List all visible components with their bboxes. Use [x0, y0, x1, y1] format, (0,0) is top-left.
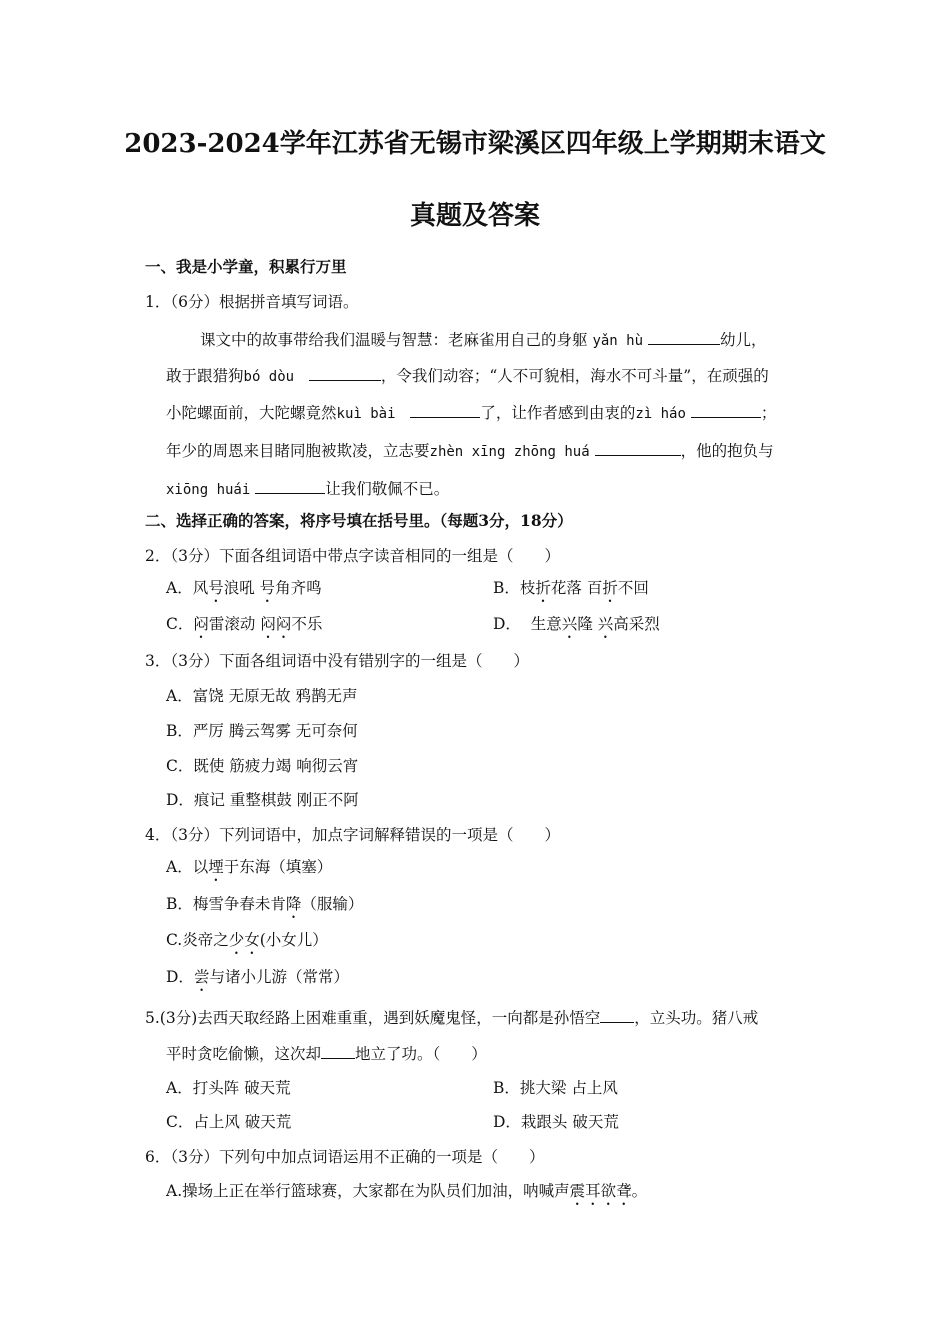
q2-option-d[interactable]: [493, 614, 660, 642]
answer-blank[interactable]: [255, 477, 325, 494]
emphasized-text: 堙: [208, 858, 224, 876]
q2-option-c[interactable]: [166, 614, 322, 642]
text: ；: [760, 404, 777, 422]
q2-option-b[interactable]: [493, 578, 649, 606]
q1-line4: [166, 439, 774, 462]
text: 敢于跟猎狗: [166, 367, 244, 385]
text-segment: 花落 百: [550, 579, 603, 597]
q2-option-a[interactable]: [166, 578, 322, 606]
text-segment: 5.(3分)去西天取经路上困难重重，遇到妖魔鬼怪，一向都是孙悟空: [145, 1009, 601, 1027]
text-segment: 不回: [617, 579, 649, 597]
emphasized-text: 震耳欲聋: [569, 1182, 632, 1200]
text-segment: C．: [166, 615, 194, 633]
text: 幼儿，: [719, 331, 767, 349]
text-segment: D． 生意: [493, 615, 562, 633]
emphasized-text: 号: [208, 579, 224, 597]
text-segment: B．梅雪争春未肯: [166, 895, 286, 913]
text-segment: D．: [166, 968, 194, 986]
text: 让我们敬佩不已。: [325, 480, 450, 498]
text-segment: 角齐鸣: [275, 579, 322, 597]
emphasized-text: 闷闷: [260, 615, 292, 633]
q2-stem: 2．（3分）下面各组词语中带点字读音相同的一组是（ ）: [145, 547, 560, 565]
text-segment: (小女儿）: [259, 931, 328, 949]
text-segment: 与诸小儿游（常常）: [209, 968, 349, 986]
pinyin: zì háo: [635, 406, 686, 422]
q4-stem: 4．（3分）下列词语中，加点字词解释错误的一项是（ ）: [145, 826, 560, 844]
text: 年少的周恩来目睹同胞被欺凌，立志要: [166, 442, 430, 460]
answer-blank[interactable]: [321, 1042, 355, 1059]
q3-option-a[interactable]: A．富饶 无原无故 鸦鹊无声: [166, 687, 358, 705]
text-segment: A．风: [166, 579, 209, 597]
text: 小陀螺面前，大陀螺竟然: [166, 404, 337, 422]
text-segment: C.炎帝之: [166, 931, 229, 949]
emphasized-text: 闷: [193, 615, 209, 633]
q1-line3: [166, 401, 776, 424]
text-segment: 浪吼: [223, 579, 260, 597]
answer-blank[interactable]: [600, 1006, 634, 1023]
q5-option-a[interactable]: A．打头阵 破天荒: [166, 1079, 291, 1097]
emphasized-text: 兴: [597, 615, 614, 633]
pinyin: yǎn hù: [592, 333, 644, 349]
text-segment: A．以: [166, 858, 209, 876]
text-segment: ，立头功。猪八戒: [634, 1009, 759, 1027]
q1-line2: [166, 364, 769, 387]
q6-option-a[interactable]: [166, 1181, 647, 1209]
q5-option-c[interactable]: C．占上风 破天荒: [166, 1113, 292, 1131]
text-segment: A.操场上正在举行篮球赛，大家都在为队员们加油，呐喊声: [166, 1182, 570, 1200]
q3-option-d[interactable]: D．痕记 重整棋鼓 刚正不阿: [166, 791, 359, 809]
answer-blank[interactable]: [648, 328, 720, 345]
q3-stem: 3．（3分）下面各组词语中没有错别字的一组是（ ）: [145, 652, 529, 670]
q5-option-d[interactable]: D．栽跟头 破天荒: [493, 1113, 619, 1131]
q4-option-c[interactable]: [166, 930, 328, 958]
emphasized-text: 降: [285, 895, 302, 913]
section2-heading: 二、选择正确的答案，将序号填在括号里。（每题3分，18分）: [145, 511, 573, 530]
q4-option-a[interactable]: [166, 857, 332, 885]
q1-line1: [200, 328, 766, 351]
emphasized-text: 折: [535, 579, 551, 597]
text-segment: 平时贪吃偷懒，这次却: [166, 1045, 322, 1063]
text: ，他的抱负与: [680, 442, 774, 460]
pinyin: zhèn xīng zhōng huá: [429, 444, 590, 460]
doc-title-line2: 真题及答案: [409, 201, 540, 231]
answer-blank[interactable]: [595, 439, 681, 456]
q1-stem: 1．（6分）根据拼音填写词语。: [145, 293, 359, 311]
q5-option-b[interactable]: B．挑大梁 占上风: [493, 1079, 618, 1097]
text-segment: 于东海（填塞）: [223, 858, 333, 876]
q5-stem-line1: [145, 1006, 758, 1028]
q5-stem-line2: [166, 1042, 487, 1064]
text-segment: 不乐: [291, 615, 323, 633]
emphasized-text: 兴: [561, 615, 578, 633]
pinyin: bó dòu: [243, 369, 295, 385]
q4-option-b[interactable]: [166, 894, 363, 922]
emphasized-text: 号: [259, 579, 276, 597]
answer-blank[interactable]: [691, 401, 761, 418]
q3-option-c[interactable]: C．既使 筋疲力竭 响彻云宵: [166, 757, 359, 775]
text: ，令我们动容；“人不可貌相，海水不可斗量”，在顽强的: [380, 367, 769, 385]
q1-line5: [166, 477, 449, 500]
pinyin: kuì bài: [336, 406, 396, 422]
section1-heading: 一、我是小学童，积累行万里: [145, 257, 347, 276]
emphasized-text: 少女: [228, 931, 260, 949]
q6-stem: 6．（3分）下列句中加点词语运用不正确的一项是（ ）: [145, 1148, 545, 1166]
q3-option-b[interactable]: B．严厉 腾云驾雾 无可奈何: [166, 722, 358, 740]
text-segment: 隆: [577, 615, 598, 633]
text-segment: B．枝: [493, 579, 536, 597]
q4-option-d[interactable]: [166, 967, 349, 995]
text-segment: 雷滚动: [208, 615, 261, 633]
answer-blank[interactable]: [410, 401, 480, 418]
doc-title-line1: 2023-2024学年江苏省无锡市梁溪区四年级上学期期末语文: [124, 129, 826, 159]
text-segment: 。: [631, 1182, 648, 1200]
emphasized-text: 尝: [193, 968, 210, 986]
text: 课文中的故事带给我们温暖与智慧：老麻雀用自己的身躯: [200, 331, 588, 349]
text-segment: 地立了功。（ ）: [355, 1045, 487, 1063]
text-segment: （服输）: [301, 895, 364, 913]
text-segment: 高采烈: [613, 615, 660, 633]
pinyin: xiōng huái: [166, 482, 251, 498]
emphasized-text: 折: [602, 579, 618, 597]
text: 了，让作者感到由衷的: [480, 404, 636, 422]
answer-blank[interactable]: [309, 364, 381, 381]
